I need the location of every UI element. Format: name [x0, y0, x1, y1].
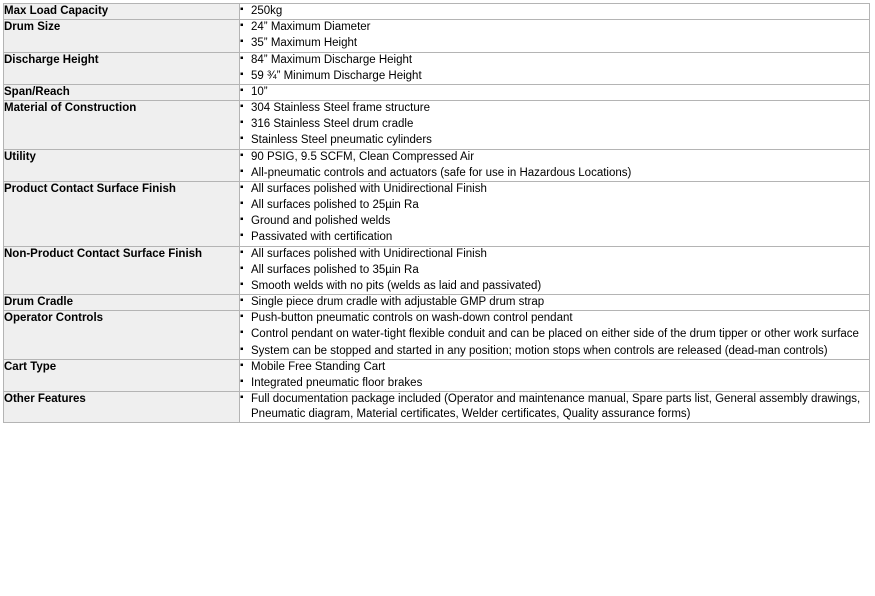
spec-bullet-item: ▪ 24” Maximum Diameter [240, 20, 869, 35]
spec-label-cell: Drum Size [4, 20, 240, 52]
spec-value-cell [240, 149, 870, 181]
spec-bullet-item: ▪ 316 Stainless Steel drum cradle [240, 117, 869, 132]
table-row [4, 181, 870, 246]
spec-bullet-list [240, 247, 869, 295]
table-row [4, 84, 870, 100]
spec-bullet-item: ▪ Full documentation package included (Operator and maintenance manual, Spare parts list, General assembly drawings, Pneumatic diagram, Material certificates, Welder certificates, Quality assurance forms) [240, 392, 869, 422]
spec-value-cell [240, 20, 870, 52]
spec-bullet-list [240, 182, 869, 246]
table-row [4, 246, 870, 295]
spec-value-cell [240, 4, 870, 20]
spec-bullet-item: ▪ 90 PSIG, 9.5 SCFM, Clean Compressed Air [240, 150, 869, 165]
spec-bullet-list [240, 295, 869, 310]
spec-bullet-item: ▪ 35” Maximum Height [240, 36, 869, 51]
spec-bullet-item: ▪ Integrated pneumatic floor brakes [240, 376, 869, 391]
spec-bullet-item: ▪ Mobile Free Standing Cart [240, 360, 869, 375]
spec-bullet-item: ▪ All-pneumatic controls and actuators (safe for use in Hazardous Locations) [240, 166, 869, 181]
spec-bullet-item: ▪ Passivated with certification [240, 230, 869, 245]
spec-label-cell: Material of Construction [4, 101, 240, 150]
spec-value-cell [240, 181, 870, 246]
table-row [4, 20, 870, 52]
spec-label-cell: Cart Type [4, 359, 240, 391]
spec-bullet-item: ▪ 59 ¾” Minimum Discharge Height [240, 69, 869, 84]
spec-label-cell: Max Load Capacity [4, 4, 240, 20]
spec-bullet-item: ▪ All surfaces polished to 25µin Ra [240, 198, 869, 213]
spec-label-cell: Utility [4, 149, 240, 181]
table-row [4, 311, 870, 360]
table-row [4, 4, 870, 20]
spec-value-cell [240, 295, 870, 311]
spec-bullet-list [240, 20, 869, 51]
spec-bullet-item: ▪ System can be stopped and started in any position; motion stops when controls are released (dead-man controls) [240, 344, 869, 359]
spec-bullet-item: ▪ Control pendant on water-tight flexible conduit and can be placed on either side of the drum tipper or other work surface [240, 327, 869, 342]
spec-bullet-item: ▪ Smooth welds with no pits (welds as laid and passivated) [240, 279, 869, 294]
spec-value-cell [240, 392, 870, 423]
spec-value-cell [240, 101, 870, 150]
spec-bullet-list [240, 150, 869, 181]
table-row [4, 295, 870, 311]
spec-bullet-item: ▪ 10” [240, 85, 869, 100]
spec-bullet-list [240, 392, 869, 422]
spec-bullet-list [240, 85, 869, 100]
spec-bullet-item: ▪ 250kg [240, 4, 869, 19]
spec-bullet-item: ▪ All surfaces polished with Unidirectional Finish [240, 182, 869, 197]
spec-bullet-item: ▪ 304 Stainless Steel frame structure [240, 101, 869, 116]
spec-label-cell: Non-Product Contact Surface Finish [4, 246, 240, 295]
spec-bullet-item: ▪ Single piece drum cradle with adjustable GMP drum strap [240, 295, 869, 310]
spec-bullet-item: ▪ Stainless Steel pneumatic cylinders [240, 133, 869, 148]
spec-bullet-item: ▪ 84” Maximum Discharge Height [240, 53, 869, 68]
spec-bullet-list [240, 53, 869, 84]
spec-value-cell [240, 311, 870, 360]
table-row [4, 149, 870, 181]
spec-bullet-list [240, 4, 869, 19]
specification-table-body [4, 4, 870, 423]
spec-bullet-list [240, 311, 869, 359]
spec-label-cell: Drum Cradle [4, 295, 240, 311]
spec-bullet-list [240, 360, 869, 391]
spec-bullet-item: ▪ Ground and polished welds [240, 214, 869, 229]
spec-value-cell [240, 246, 870, 295]
table-row [4, 52, 870, 84]
spec-bullet-item: ▪ Push-button pneumatic controls on wash-down control pendant [240, 311, 869, 326]
spec-value-cell [240, 359, 870, 391]
table-row [4, 359, 870, 391]
spec-label-cell: Other Features [4, 392, 240, 423]
spec-label-cell: Span/Reach [4, 84, 240, 100]
spec-label-cell: Operator Controls [4, 311, 240, 360]
table-row [4, 101, 870, 150]
spec-value-cell [240, 52, 870, 84]
spec-bullet-list [240, 101, 869, 149]
spec-label-cell: Discharge Height [4, 52, 240, 84]
spec-value-cell [240, 84, 870, 100]
spec-bullet-item: ▪ All surfaces polished to 35µin Ra [240, 263, 869, 278]
spec-label-cell: Product Contact Surface Finish [4, 181, 240, 246]
spec-bullet-item: ▪ All surfaces polished with Unidirectional Finish [240, 247, 869, 262]
table-row [4, 392, 870, 423]
specification-table [3, 3, 870, 423]
